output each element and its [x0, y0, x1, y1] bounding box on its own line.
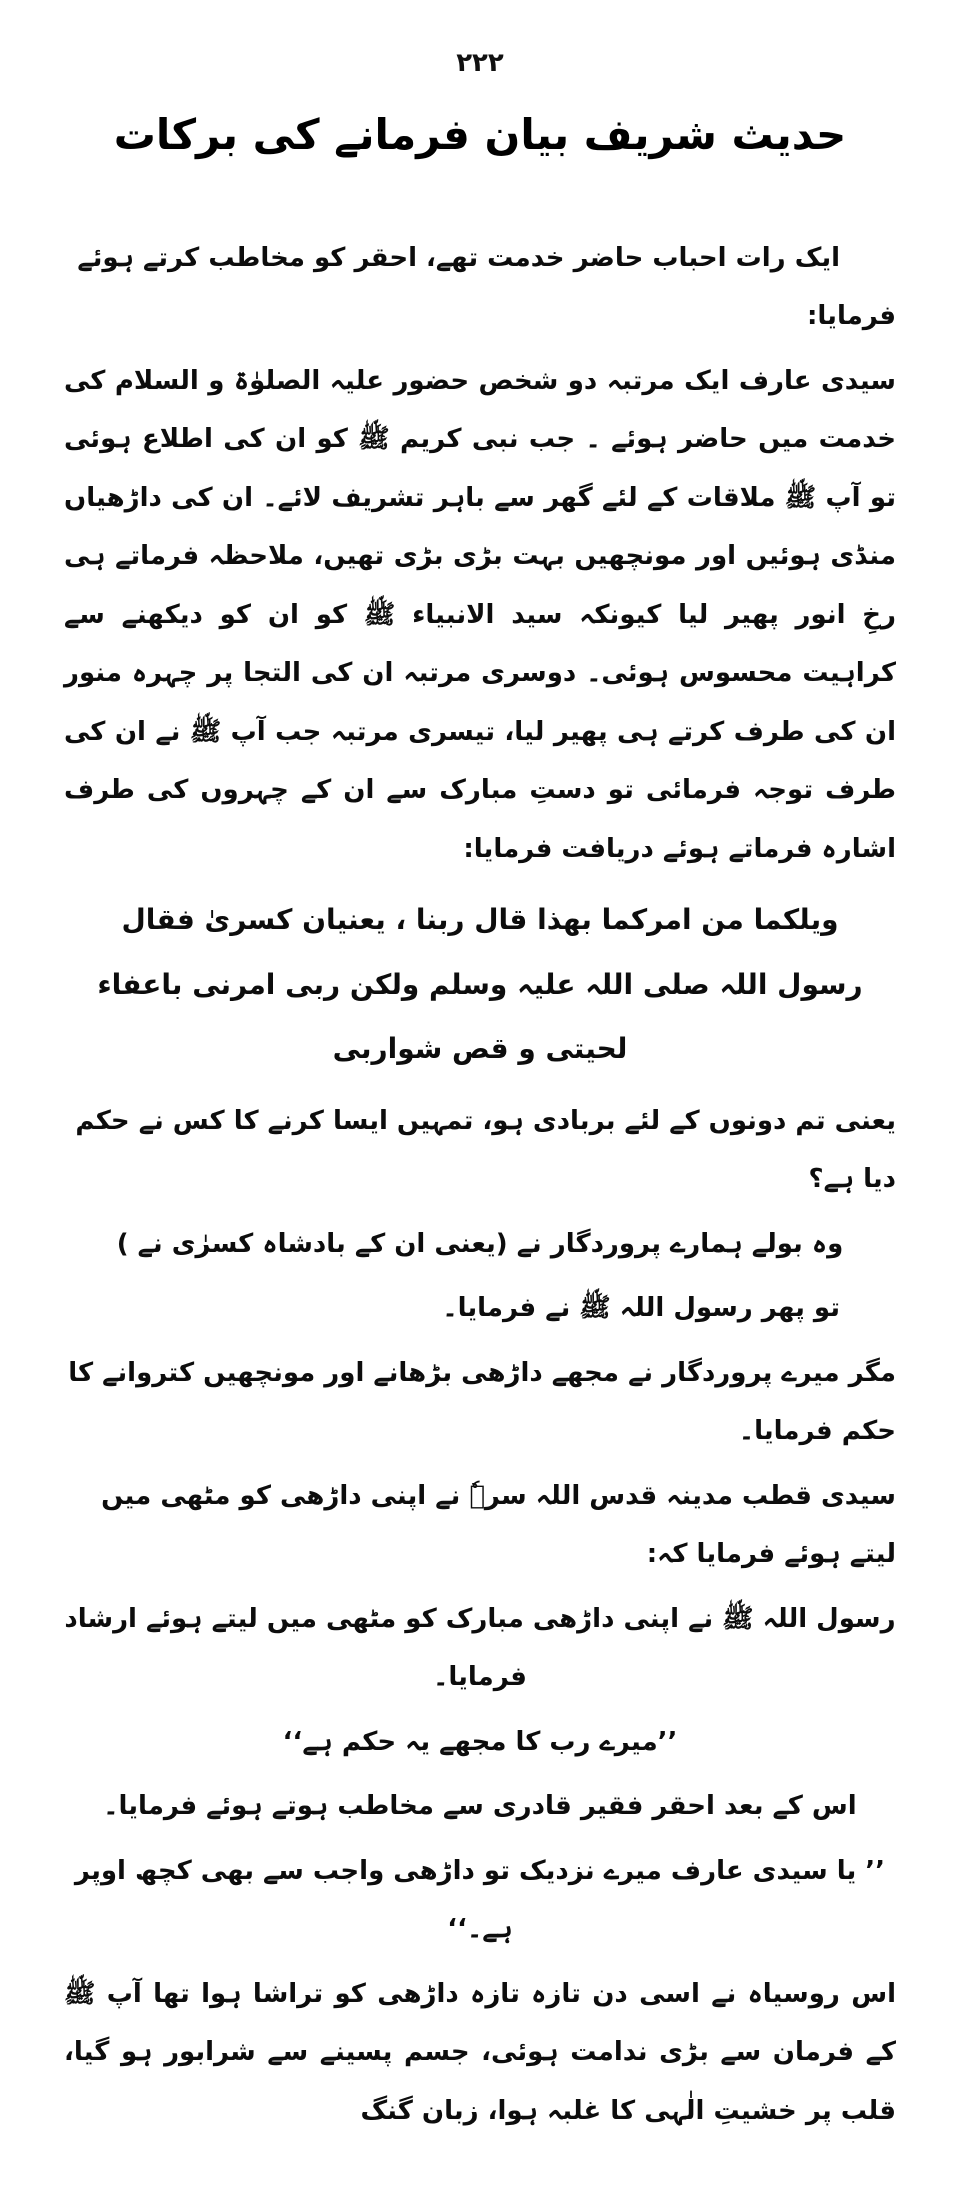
- ya-sayyidi-arif-quote: ’’ یا سیدی عارف میرے نزدیک تو داڑھی واجب سے بھی کچھ اوپر ہے۔‘‘: [74, 1855, 886, 1945]
- address-to-faqir-line: اس کے بعد احقر فقیر قادری سے مخاطب ہوتے ہوئے فرمایا۔: [103, 1791, 857, 1822]
- page-title: حدیث شریف بیان فرمانے کی برکات: [113, 110, 847, 160]
- my-lord-command-quote: ’’میرے رب کا مجھے یہ حکم ہے‘‘: [282, 1726, 678, 1757]
- page-number: ۲۲۲: [456, 48, 504, 78]
- page-body: [64, 229, 896, 2140]
- reply-line: وہ بولے ہمارے پروردگار نے (یعنی ان کے بادشاہ کسرٰی نے ): [116, 1228, 844, 1259]
- translation-line: یعنی تم دونوں کے لئے بربادی ہو، تمہیں ایسا کرنے کا کس نے حکم دیا ہے؟: [75, 1105, 896, 1195]
- closing-paragraph: اس روسیاہ نے اسی دن تازہ تازہ داڑھی کو تراشا ہوا تھا آپ ﷺ کے فرمان سے بڑی ندامت ہوئی، جسم پسینے سے شرابور ہو گیا، قلب پر خشیتِ الٰہی کا غلبہ ہوا، زبان گنگ: [64, 1978, 896, 2126]
- command-line: مگر میرے پروردگار نے مجھے داڑھی بڑھانے اور مونچھیں کتروانے کا حکم فرمایا۔: [68, 1357, 896, 1447]
- then-prophet-said-line: تو پھر رسول اللہ ﷺ نے فرمایا۔: [442, 1293, 840, 1324]
- narration-paragraph: سیدی عارف ایک مرتبہ دو شخص حضور علیہ الصلوٰۃ و السلام کی خدمت میں حاضر ہوئے ۔ جب نبی کریم ﷺ کو ان کی اطلاع ہوئی تو آپ ﷺ ملاقات کے لئے گھر سے باہر تشریف لائے۔ ان کی داڑھیاں منڈی ہوئیں اور مونچھیں بہت بڑی بڑی تھیں، ملاحظہ فرماتے ہی رخِ انور پھیر لیا کیونکہ سید الانبیاء ﷺ کو ان کو دیکھنے سے کراہیت محسوس ہوئی۔ دوسری مرتبہ ان کی التجا پر چہرہ منور ان کی طرف کرتے ہی پھیر لیا، تیسری مرتبہ جب آپ ﷺ نے ان کی طرف توجہ فرمائی تو دستِ مبارک سے ان کے چہروں کی طرف اشارہ فرماتے ہوئے دریافت فرمایا:: [64, 365, 896, 864]
- hadith-arabic-quote: ویلکما من امرکما بھذا قال ربنا ، یعنیان کسریٰ فقال رسول اللہ صلی اللہ علیہ وسلم ولکن ربی امرنی باعفاء لحیتی و قص شواربی: [97, 903, 863, 1066]
- opening-line: ایک رات احباب حاضر خدمت تھے، احقر کو مخاطب کرتے ہوئے فرمایا:: [77, 242, 896, 332]
- beard-in-fist-line: رسول اللہ ﷺ نے اپنی داڑھی مبارک کو مٹھی میں لیتے ہوئے ارشاد فرمایا۔: [64, 1603, 896, 1693]
- qutb-madina-line: سیدی قطب مدینہ قدس اللہ سرہٗ نے اپنی داڑھی کو مٹھی میں لیتے ہوئے فرمایا کہ:: [101, 1480, 896, 1570]
